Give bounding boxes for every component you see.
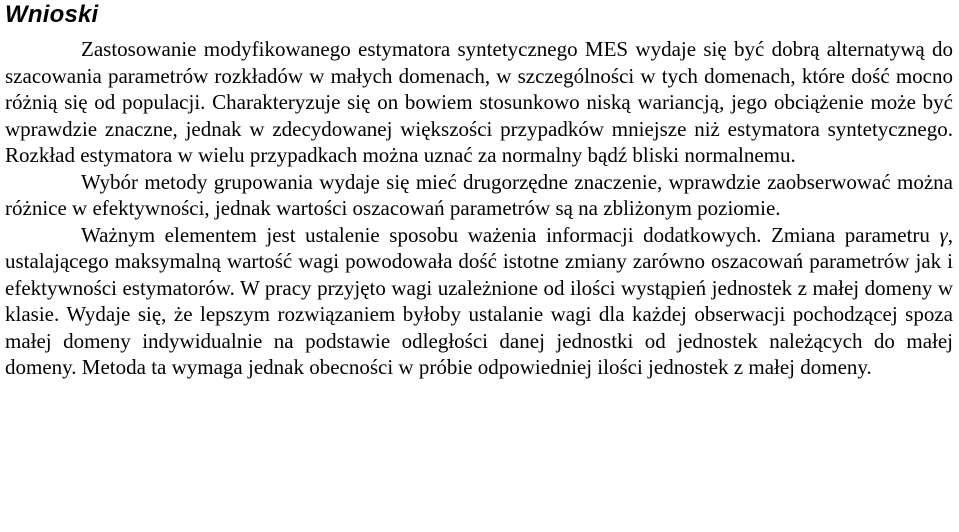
paragraph-1: Zastosowanie modyfikowanego estymatora syntetycznego MES wydaje się być dobrą alternatywą do szacowania parametrów rozkładów w małych domenach, w szczególności w tych domenach, które dość mocno różnią się od populacji. Charakteryzuje się on bowiem stosunkowo niską wariancją, jego obciążenie może być wprawdzie znaczne, jednak w zdecydowanej większości przypadków mniejsze niż estymatora syntetycznego. Rozkład estymatora w wielu przypadkach można uznać za normalny bądź bliski normalnemu. <box>5 37 953 167</box>
section-body <box>5 36 953 381</box>
paragraph-3-start: Ważnym elementem jest ustalenie sposobu ważenia informacji dodatkowych. Zmiana parametru <box>81 222 940 247</box>
paragraph-2: Wybór metody grupowania wydaje się mieć drugorzędne znaczenie, wprawdzie zaobserwować można różnice w efektywności, jednak wartości oszacowań parametrów są na zbliżonym poziomie. <box>5 169 953 220</box>
section-heading: Wnioski <box>5 1 99 28</box>
paragraph-3-end: , ustalającego maksymalną wartość wagi powodowała dość istotne zmiany zarówno oszacowań parametrów jak i efektywności estymatorów. W pracy przyjęto wagi uzależnione od ilości wystąpień jednostek z małej domeny w klasie. Wydaje się, że lepszym rozwiązaniem byłoby ustalanie wagi dla każdej obserwacji pochodzącej spoza małej domeny indywidualnie na podstawie odległości danej jednostki od jednostek należących do małej domeny. Metoda ta wymaga jednak obecności w próbie odpowiedniej ilości jednostek z małej domeny. <box>5 222 953 379</box>
gamma-symbol: γ <box>939 222 948 247</box>
paragraph-3 <box>5 222 953 381</box>
